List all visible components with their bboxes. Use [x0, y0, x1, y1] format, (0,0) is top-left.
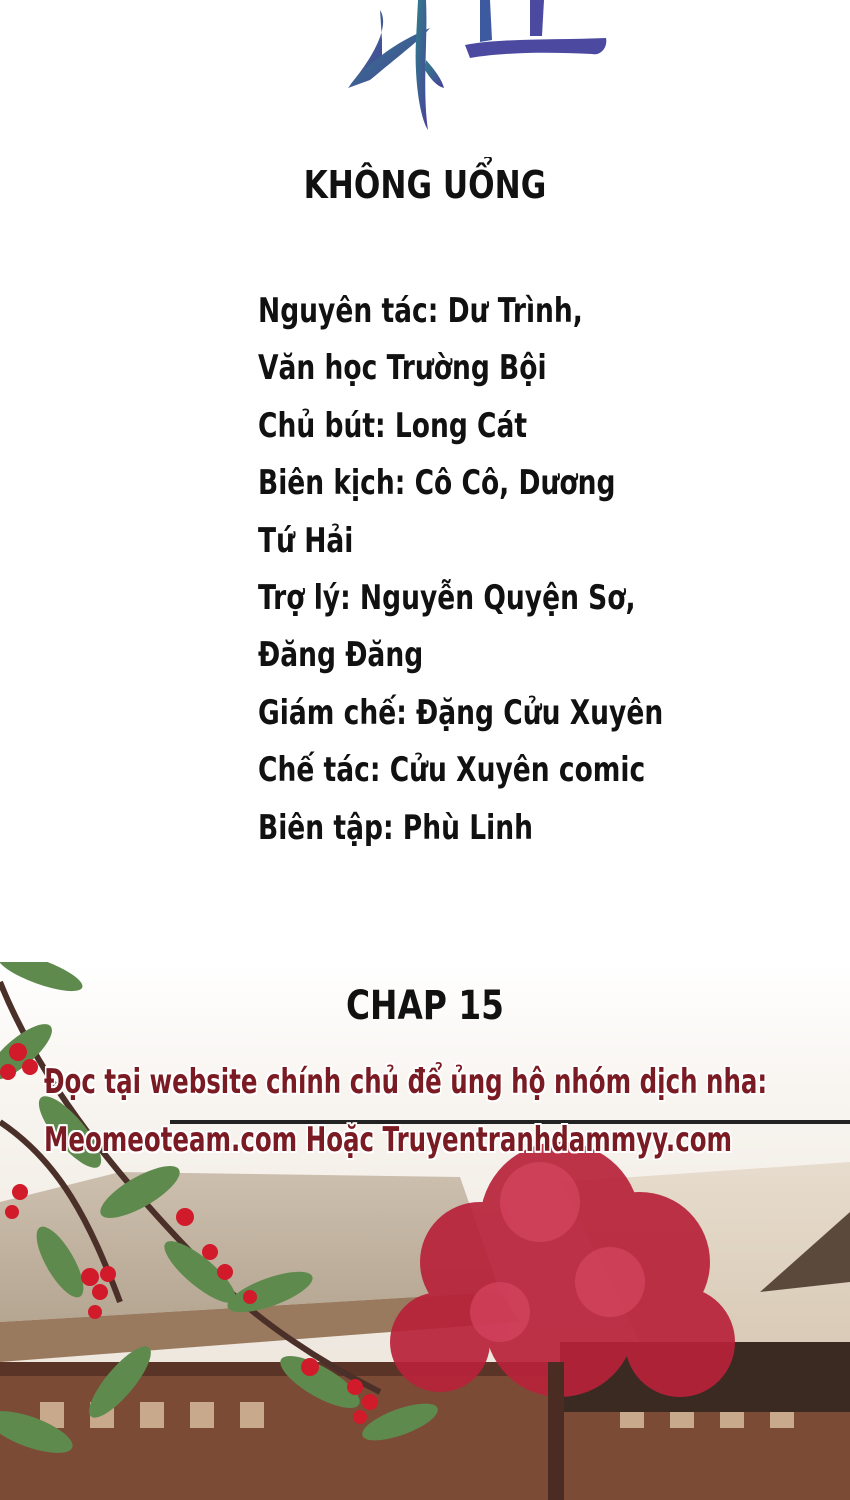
credit-line: Giám chế: Đặng Cửu Xuyên [258, 692, 664, 733]
credit-line: Biên kịch: Cô Cô, Dương [258, 463, 616, 504]
chapter-label: CHAP 15 [345, 983, 505, 1029]
credits-block [258, 283, 663, 857]
credit-line: Tứ Hải [258, 520, 354, 561]
credit-line: Văn học Trường Bội [258, 348, 547, 389]
website-links: Meomeoteam.com Hoặc Truyentranhdammyy.com [44, 1120, 733, 1160]
read-notice: Đọc tại website chính chủ để ủng hộ nhóm dịch nha: [44, 1062, 768, 1102]
title-calligraphy-art [330, 0, 630, 140]
scene-illustration [0, 962, 850, 1500]
comic-title: KHÔNG UỔNG [303, 163, 547, 207]
credit-line: Trợ lý: Nguyễn Quyện Sơ, [258, 577, 636, 618]
credit-line: Chế tác: Cửu Xuyên comic [258, 750, 646, 791]
credit-line: Chủ bút: Long Cát [258, 405, 528, 446]
credit-line: Biên tập: Phù Linh [258, 807, 533, 848]
credit-line: Nguyên tác: Dư Trình, [258, 291, 583, 331]
credit-line: Đăng Đăng [258, 635, 424, 676]
